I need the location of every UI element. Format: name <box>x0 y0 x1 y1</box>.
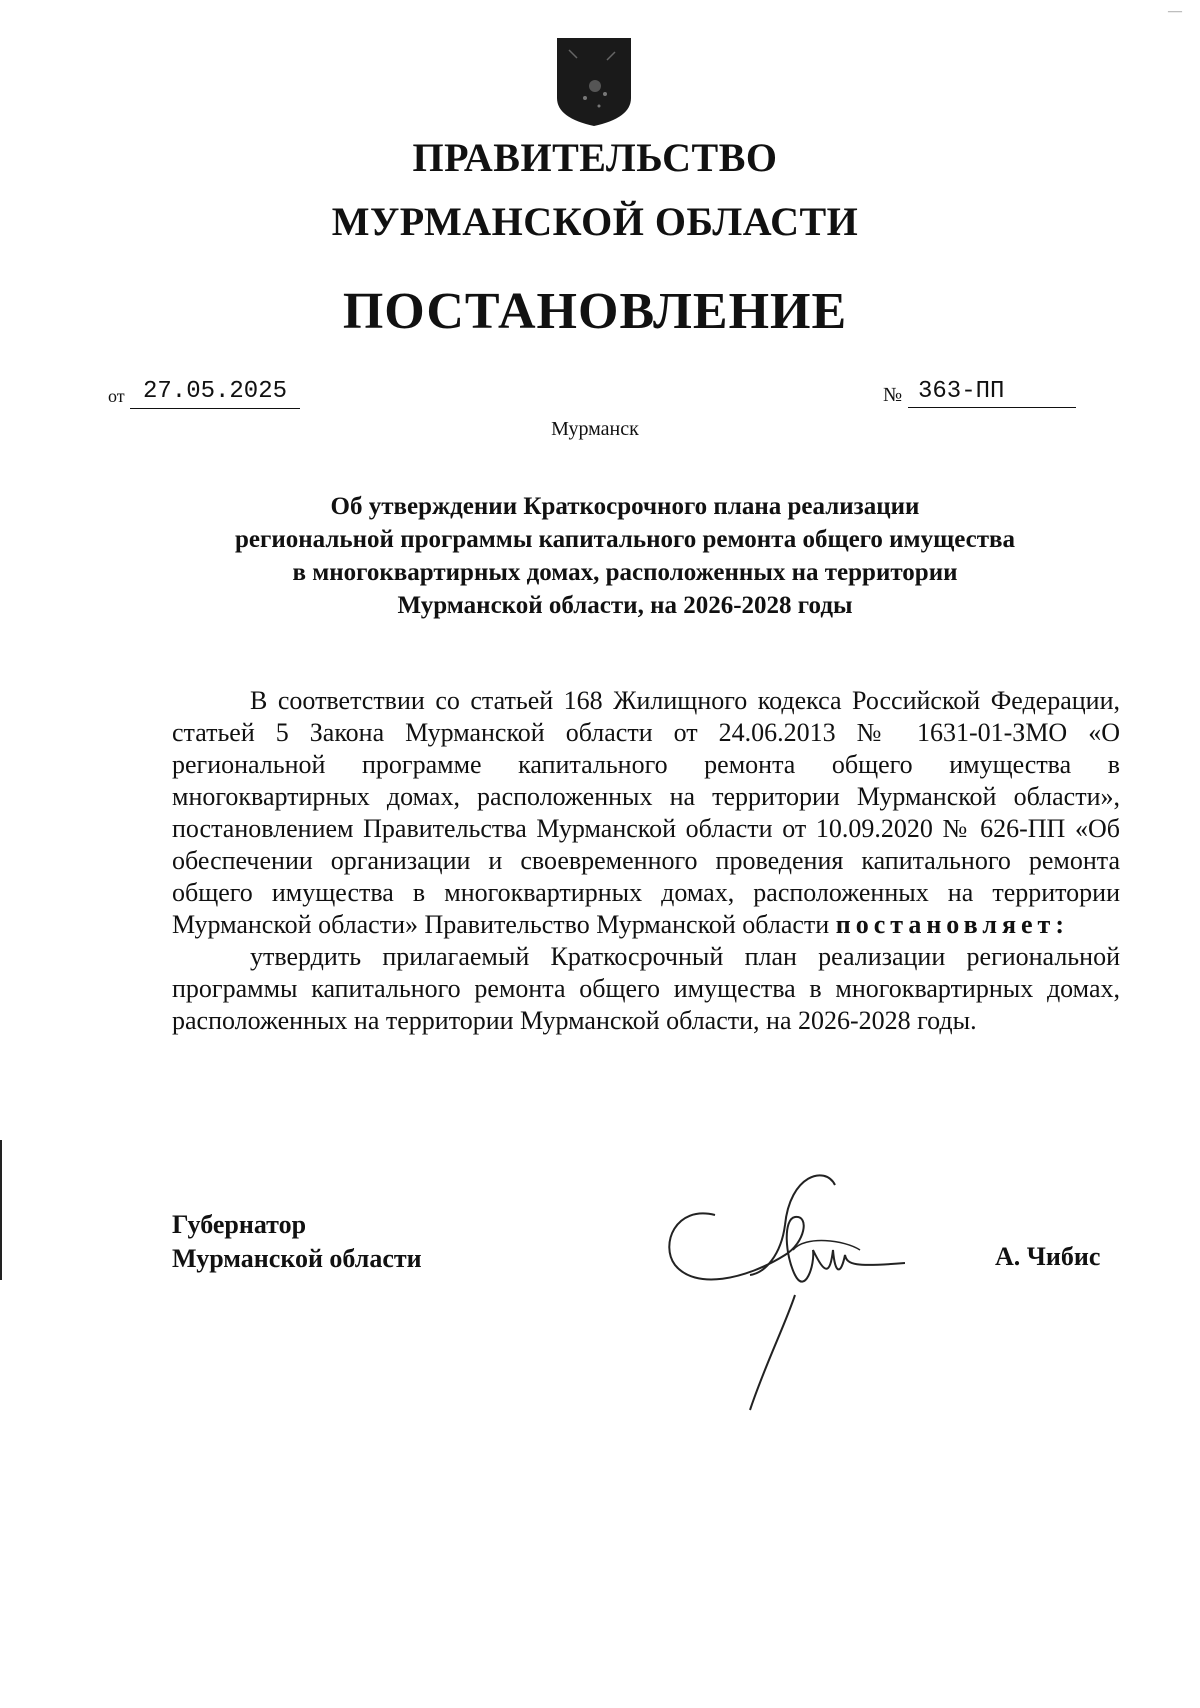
document-date: 27.05.2025 <box>130 378 300 409</box>
subject-line: Об утверждении Краткосрочного плана реализации <box>330 493 920 520</box>
body-paragraph <box>172 685 1120 941</box>
org-name-line2: МУРМАНСКОЙ ОБЛАСТИ <box>331 199 859 244</box>
document-number: 363-ПП <box>908 378 1076 408</box>
subject-line: Мурманской области, на 2026-2028 годы <box>397 592 853 619</box>
handwritten-signature <box>655 1155 905 1415</box>
document-subject <box>170 490 1080 622</box>
signatory-title-line: Мурманской области <box>172 1244 422 1273</box>
number-label: № <box>883 384 903 406</box>
preamble-text: В соответствии со статьей 168 Жилищного кодекса Российской Федерации, статьей 5 Закона Мурманской области от 24.06.2013 № 1631-01-ЗМО «О региональной программе капитального ремонта общего имущества в многоквартирных домах, расположенных на территории Мурманской области», постановлением Правительства Мурманской области от 10.09.2020 № 626-ПП «Об обеспечении организации и своевременного проведения капитального ремонта общего имущества в многоквартирных домах, расположенных на территории Мурманской области» Правительство Мурманской области <box>172 686 1120 939</box>
signatory-name: А. Чибис <box>995 1242 1101 1271</box>
document-body <box>172 685 1120 1037</box>
org-name-line1: ПРАВИТЕЛЬСТВО <box>412 135 778 180</box>
margin-mark <box>0 1140 2 1280</box>
subject-line: в многоквартирных домах, расположенных на территории <box>292 559 958 586</box>
city: Мурманск <box>551 418 639 440</box>
decree-word: постановляет: <box>835 910 1069 939</box>
document-type: ПОСТАНОВЛЕНИЕ <box>342 283 848 340</box>
date-label: от <box>108 386 125 406</box>
signatory-title-line: Губернатор <box>172 1210 307 1239</box>
body-paragraph: утвердить прилагаемый Краткосрочный план реализации региональной программы капитального ремонта общего имущества в многоквартирных домах, расположенных на территории Мурманской области, на 2026-2028 годы. <box>172 942 1120 1035</box>
coat-of-arms-emblem <box>555 36 633 128</box>
signatory-title <box>172 1208 422 1276</box>
subject-line: региональной программы капитального ремонта общего имущества <box>235 526 1015 553</box>
corner-mark: — <box>1168 4 1182 19</box>
